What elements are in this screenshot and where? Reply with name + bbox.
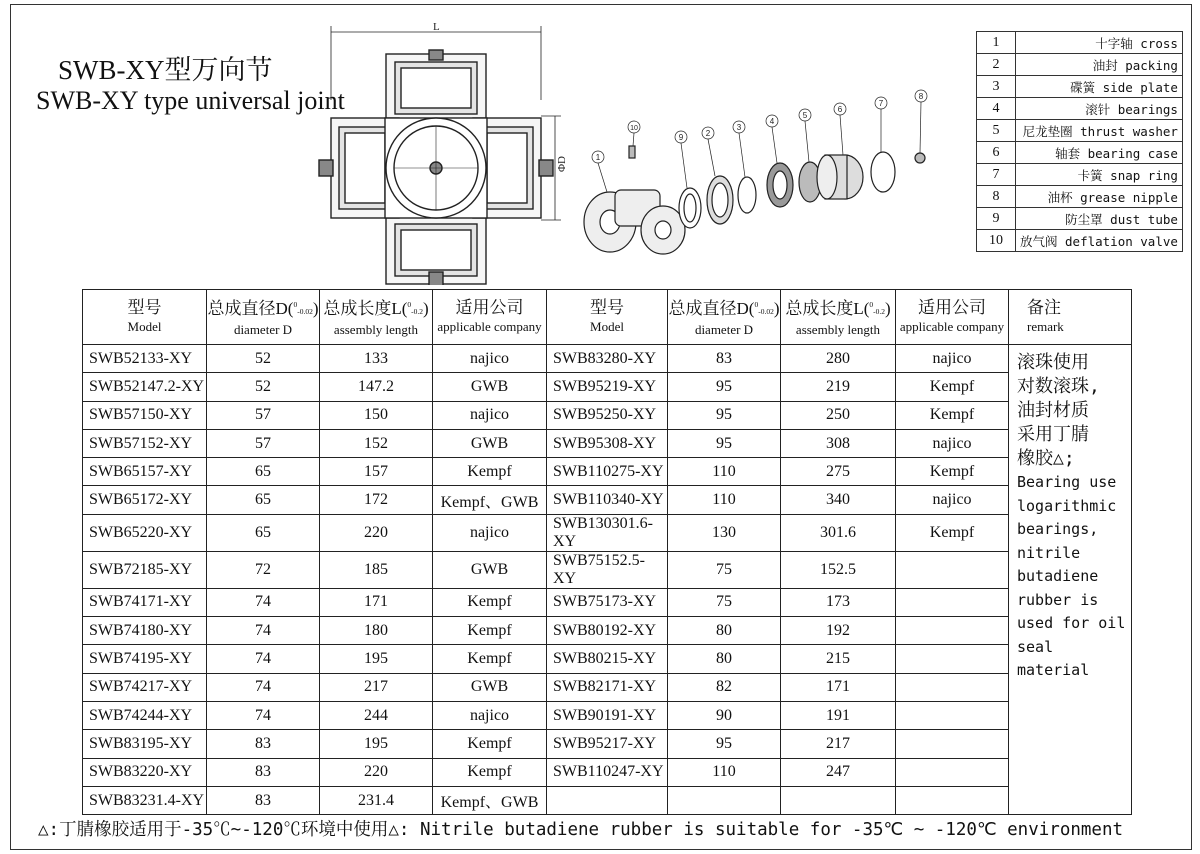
table-row (83, 617, 1132, 645)
model-cell: SWB74244-XY (83, 701, 207, 729)
legend-part-name: 轴套 bearing case (1016, 142, 1183, 164)
company-cell (896, 786, 1009, 814)
model-cell: SWB80192-XY (547, 617, 668, 645)
company-cell: Kempf (896, 458, 1009, 486)
legend-part-name: 卡簧 snap ring (1016, 164, 1183, 186)
model-cell: SWB80215-XY (547, 645, 668, 673)
table-row (83, 514, 1132, 551)
diameter-cell: 110 (668, 758, 781, 786)
legend-row (977, 54, 1183, 76)
model-cell: SWB82171-XY (547, 673, 668, 701)
remark-en-line: nitrile (1017, 543, 1081, 562)
legend-part-name: 滚针 bearings (1016, 98, 1183, 120)
length-cell: 152 (320, 429, 433, 457)
model-cell: SWB75152.5-XY (547, 551, 668, 588)
legend-number: 2 (977, 54, 1016, 76)
diameter-cell: 75 (668, 588, 781, 616)
company-cell (896, 588, 1009, 616)
length-cell: 191 (781, 701, 896, 729)
diameter-cell: 74 (207, 701, 320, 729)
diameter-cell: 82 (668, 673, 781, 701)
legend-part-name: 油封 packing (1016, 54, 1183, 76)
length-cell: 172 (320, 486, 433, 514)
remark-cn-line: 采用丁腈 (1017, 424, 1089, 445)
table-row (83, 673, 1132, 701)
legend-number: 3 (977, 76, 1016, 98)
legend-row (977, 208, 1183, 230)
diameter-cell: 57 (207, 401, 320, 429)
legend-part-name: 尼龙垫圈 thrust washer (1016, 120, 1183, 142)
remark-en-line: used for oil (1017, 614, 1126, 632)
length-cell: 301.6 (781, 514, 896, 551)
company-cell: Kempf (896, 401, 1009, 429)
length-cell: 195 (320, 645, 433, 673)
model-cell: SWB72185-XY (83, 551, 207, 588)
table-row (83, 701, 1132, 729)
company-cell (896, 617, 1009, 645)
company-cell: Kempf (433, 645, 547, 673)
model-cell: SWB83195-XY (83, 730, 207, 758)
model-cell: SWB74171-XY (83, 588, 207, 616)
table-row (83, 345, 1132, 373)
callout-9: 9 (678, 133, 684, 142)
model-cell: SWB110247-XY (547, 758, 668, 786)
model-cell: SWB110275-XY (547, 458, 668, 486)
remark-en-line: Bearing use (1017, 473, 1117, 491)
model-cell: SWB52133-XY (83, 345, 207, 373)
model-cell: SWB90191-XY (547, 701, 668, 729)
callout-8: 8 (918, 92, 924, 101)
diameter-cell: 110 (668, 486, 781, 514)
model-cell: SWB95219-XY (547, 373, 668, 401)
company-cell: Kempf (433, 758, 547, 786)
model-cell: SWB74217-XY (83, 673, 207, 701)
model-cell (547, 786, 668, 814)
dimension-l-label: L (433, 21, 440, 33)
length-cell: 180 (320, 617, 433, 645)
diameter-cell: 74 (207, 617, 320, 645)
title-chinese: SWB-XY型万向节 (58, 55, 273, 85)
table-row (83, 551, 1132, 588)
callout-7: 7 (878, 99, 884, 108)
company-cell: GWB (433, 551, 547, 588)
length-cell: 220 (320, 758, 433, 786)
footnote: △:丁腈橡胶适用于-35℃~-120℃环境中使用△: Nitrile butadiene rubber is suitable for -35℃ ~ -120℃ environment (38, 820, 1124, 840)
legend-row (977, 186, 1183, 208)
company-cell: Kempf、GWB (433, 486, 547, 514)
legend-number: 4 (977, 98, 1016, 120)
table-row (83, 730, 1132, 758)
length-cell: 275 (781, 458, 896, 486)
legend-row (977, 230, 1183, 252)
remark-en-line: rubber is (1017, 590, 1099, 609)
length-cell: 308 (781, 429, 896, 457)
model-cell: SWB83231.4-XY (83, 786, 207, 814)
remark-cn-line: 油封材质 (1017, 400, 1089, 421)
remark-en-line: bearings, (1017, 520, 1099, 538)
diameter-cell: 95 (668, 730, 781, 758)
length-cell: 280 (781, 345, 896, 373)
length-cell: 147.2 (320, 373, 433, 401)
table-row (83, 786, 1132, 814)
legend-row (977, 32, 1183, 54)
length-cell: 247 (781, 758, 896, 786)
length-cell: 231.4 (320, 786, 433, 814)
company-cell: najico (896, 429, 1009, 457)
model-cell: SWB65220-XY (83, 514, 207, 551)
model-cell: SWB83220-XY (83, 758, 207, 786)
model-cell: SWB130301.6-XY (547, 514, 668, 551)
length-cell: 195 (320, 730, 433, 758)
diameter-cell: 72 (207, 551, 320, 588)
diameter-cell: 52 (207, 345, 320, 373)
diameter-cell: 74 (207, 645, 320, 673)
diameter-cell: 95 (668, 401, 781, 429)
table-row (83, 373, 1132, 401)
callout-3: 3 (736, 123, 742, 132)
legend-part-name: 碟簧 side plate (1016, 76, 1183, 98)
diameter-cell: 80 (668, 617, 781, 645)
company-cell: najico (433, 401, 547, 429)
diameter-cell (668, 786, 781, 814)
parts-legend (976, 31, 1183, 252)
length-cell: 150 (320, 401, 433, 429)
remark-cn-line: 对数滚珠, (1017, 376, 1100, 397)
diameter-cell: 83 (207, 730, 320, 758)
company-cell: GWB (433, 673, 547, 701)
company-cell: GWB (433, 373, 547, 401)
diameter-cell: 90 (668, 701, 781, 729)
legend-part-name: 十字轴 cross (1016, 32, 1183, 54)
legend-number: 8 (977, 186, 1016, 208)
legend-row (977, 142, 1183, 164)
remark-cn-line: 滚珠使用 (1017, 352, 1089, 373)
length-cell: 340 (781, 486, 896, 514)
company-cell: najico (433, 345, 547, 373)
remark-cell (1009, 345, 1132, 815)
length-cell: 171 (320, 588, 433, 616)
diameter-cell: 110 (668, 458, 781, 486)
diameter-cell: 65 (207, 458, 320, 486)
diameter-cell: 95 (668, 429, 781, 457)
legend-row (977, 98, 1183, 120)
company-cell: Kempf (433, 617, 547, 645)
callout-5: 5 (802, 111, 808, 120)
diameter-cell: 65 (207, 514, 320, 551)
length-cell: 133 (320, 345, 433, 373)
diameter-cell: 74 (207, 588, 320, 616)
model-cell: SWB65172-XY (83, 486, 207, 514)
callout-6: 6 (837, 105, 843, 114)
legend-part-name: 放气阀 deflation valve (1016, 230, 1183, 252)
legend-number: 7 (977, 164, 1016, 186)
model-cell: SWB57152-XY (83, 429, 207, 457)
length-cell: 185 (320, 551, 433, 588)
diameter-cell: 80 (668, 645, 781, 673)
company-cell (896, 645, 1009, 673)
model-cell: SWB83280-XY (547, 345, 668, 373)
diameter-cell: 83 (207, 758, 320, 786)
company-cell: najico (433, 701, 547, 729)
table-row (83, 758, 1132, 786)
callout-4: 4 (769, 117, 775, 126)
diameter-cell: 83 (668, 345, 781, 373)
company-cell: najico (896, 345, 1009, 373)
model-cell: SWB110340-XY (547, 486, 668, 514)
length-cell (781, 786, 896, 814)
model-cell: SWB57150-XY (83, 401, 207, 429)
callout-2: 2 (705, 129, 711, 138)
model-cell: SWB95250-XY (547, 401, 668, 429)
diameter-cell: 83 (207, 786, 320, 814)
length-cell: 171 (781, 673, 896, 701)
legend-number: 10 (977, 230, 1016, 252)
remark-en-line: butadiene (1017, 567, 1099, 585)
table-header-row: 型号 Model 总成直径D($^0_{-0.02}$) diameter D 总成长度L($^0_{-0.2}$) assembly length 适用公司 applicable company 型号 Model 总成直径D($^0_{-0.02}$) diameter D 总成长度L($^0_{-0.2}$) assembly length 适用公司 applicable company 备注 remark (83, 290, 1132, 345)
diameter-cell: 95 (668, 373, 781, 401)
diameter-cell: 57 (207, 429, 320, 457)
length-cell: 173 (781, 588, 896, 616)
legend-number: 5 (977, 120, 1016, 142)
legend-row (977, 76, 1183, 98)
remark-cn-line: 橡胶△; (1017, 448, 1075, 469)
legend-part-name: 油杯 grease nipple (1016, 186, 1183, 208)
table-row (83, 458, 1132, 486)
model-cell: SWB74195-XY (83, 645, 207, 673)
diameter-cell: 65 (207, 486, 320, 514)
model-cell: SWB95217-XY (547, 730, 668, 758)
legend-number: 9 (977, 208, 1016, 230)
company-cell: Kempf (433, 588, 547, 616)
diameter-cell: 74 (207, 673, 320, 701)
legend-number: 1 (977, 32, 1016, 54)
legend-number: 6 (977, 142, 1016, 164)
table-row (83, 429, 1132, 457)
length-cell: 215 (781, 645, 896, 673)
company-cell: Kempf (433, 458, 547, 486)
table-row (83, 645, 1132, 673)
company-cell (896, 701, 1009, 729)
length-cell: 244 (320, 701, 433, 729)
model-cell: SWB74180-XY (83, 617, 207, 645)
legend-part-name: 防尘罩 dust tube (1016, 208, 1183, 230)
company-cell: Kempf (896, 373, 1009, 401)
diameter-cell: 130 (668, 514, 781, 551)
length-cell: 157 (320, 458, 433, 486)
length-cell: 250 (781, 401, 896, 429)
diameter-cell: 52 (207, 373, 320, 401)
callout-10: 10 (630, 125, 638, 132)
model-cell: SWB52147.2-XY (83, 373, 207, 401)
legend-row (977, 120, 1183, 142)
company-cell (896, 758, 1009, 786)
company-cell: najico (433, 514, 547, 551)
legend-row (977, 164, 1183, 186)
company-cell (896, 673, 1009, 701)
company-cell (896, 730, 1009, 758)
length-cell: 219 (781, 373, 896, 401)
callout-1: 1 (595, 153, 601, 162)
length-cell: 192 (781, 617, 896, 645)
model-cell: SWB65157-XY (83, 458, 207, 486)
dimension-d-label: ΦD (556, 156, 568, 172)
length-cell: 217 (320, 673, 433, 701)
universal-joint-drawing (315, 20, 930, 285)
company-cell: Kempf (433, 730, 547, 758)
table-row (83, 401, 1132, 429)
table-row (83, 588, 1132, 616)
spec-table (82, 289, 1132, 815)
company-cell (896, 551, 1009, 588)
remark-en-line: seal material (1017, 637, 1090, 679)
remark-en-line: logarithmic (1017, 496, 1117, 515)
company-cell: Kempf、GWB (433, 786, 547, 814)
company-cell: najico (896, 486, 1009, 514)
table-row (83, 486, 1132, 514)
company-cell: GWB (433, 429, 547, 457)
length-cell: 220 (320, 514, 433, 551)
model-cell: SWB95308-XY (547, 429, 668, 457)
diameter-cell: 75 (668, 551, 781, 588)
model-cell: SWB75173-XY (547, 588, 668, 616)
title-english: SWB-XY type universal joint (36, 86, 345, 115)
length-cell: 217 (781, 730, 896, 758)
company-cell: Kempf (896, 514, 1009, 551)
length-cell: 152.5 (781, 551, 896, 588)
